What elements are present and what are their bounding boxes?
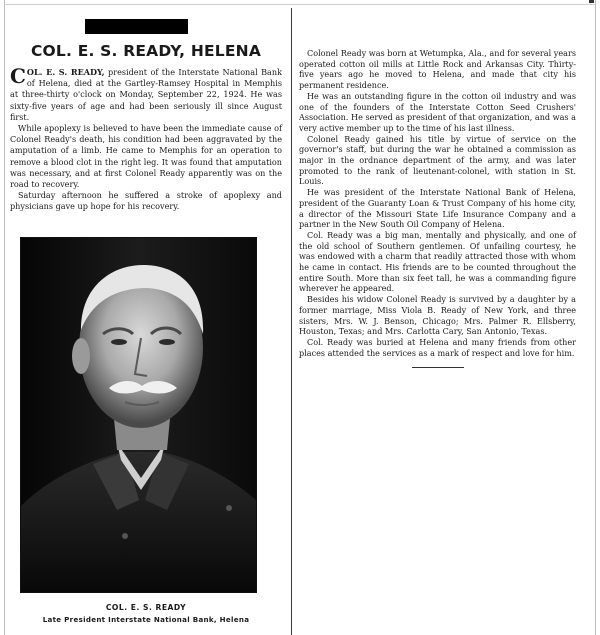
column-divider [291, 8, 292, 635]
page-top-rule [4, 4, 596, 5]
article-headline: COL. E. S. READY, HELENA [30, 42, 262, 60]
photo-caption-name: COL. E. S. READY [105, 603, 187, 612]
right-paragraph-1: Colonel Ready was born at Wetumpka, Ala., and for several years operated cotton oil mills at Little Rock and Arkansas City. Thirty-five years ago he moved to Helena, and made that city his permanent residence. [299, 48, 576, 91]
right-paragraph-7: Col. Ready was buried at Helena and many friends from other places attended the services as a mark of respect and love for him. [299, 336, 576, 358]
paragraph-3: Saturday afternoon he suffered a stroke of apoplexy and physicians gave up hope for his recovery. [10, 190, 282, 212]
right-paragraph-4: He was president of the Interstate National Bank of Helena, president of the Guaranty Loan & Trust Company of his home city, a director of the Missouri State Life Insurance Company and a partner in the New South Oil Company of Helena. [299, 187, 576, 230]
right-column [299, 48, 576, 368]
right-paragraph-2: He was an outstanding figure in the cotton oil industry and was one of the founders of the Interstate Cotton Seed Crushers' Association. He served as president of that organization, and was a very active member up to the time of his last illness. [299, 90, 576, 133]
right-paragraph-3: Colonel Ready gained his title by virtue of service on the governor's staff, but during the war he obtained a commission as major in the ordnance department of the army, and was later promoted to the rank of lieutenant-colonel, with station in St. Louis. [299, 133, 576, 187]
lead-in: OL. E. S. READY, [26, 67, 105, 77]
article-end-rule [412, 367, 464, 368]
paragraph-1 [10, 64, 282, 123]
page-edge-left [4, 0, 5, 635]
page-edge-right [595, 0, 596, 635]
portrait-photo [20, 237, 257, 593]
corner-mark [589, 0, 594, 3]
redaction-bar [85, 19, 188, 34]
left-column [10, 42, 282, 213]
right-paragraph-5: Col. Ready was a big man, mentally and physically, and one of the old school of Southern gentlemen. Of unfailing courtesy, he was endowed with a charm that readily attracted those with whom he came in contact. His friends are to be counted throughout the entire South. More than six feet tall, he was a commanding figure wherever he appeared. [299, 229, 576, 294]
paragraph-1-text: president of the Interstate National Bank of Helena, died at the Gartley-Ramsey Hospital in Memphis at three-thirty o'clock on Monday, September 22, 1924. He was sixty-five years of age and had been seriously ill since August first. [10, 67, 282, 122]
right-paragraph-6: Besides his widow Colonel Ready is survived by a daughter by a former marriage, Miss Viola B. Ready of New York, and three sisters, Mrs. W. J. Benson, Chicago; Mrs. Palmer R. Ellsberry, Houston, Texas; and Mrs. Carlotta Cary, San Antonio, Texas. [299, 294, 576, 337]
photo-caption-subtitle: Late President Interstate National Bank, Helena [42, 615, 250, 624]
portrait-illustration [21, 238, 256, 592]
drop-cap: C [10, 64, 26, 88]
paragraph-2: While apoplexy is believed to have been the immediate cause of Colonel Ready's death, his condition had been aggravated by the amputation of a limb. He came to Memphis for an operation to remove a blood clot in the right leg. It was found that amputation was necessary, and at first Colonel Ready apparently was on the road to recovery. [10, 123, 282, 190]
